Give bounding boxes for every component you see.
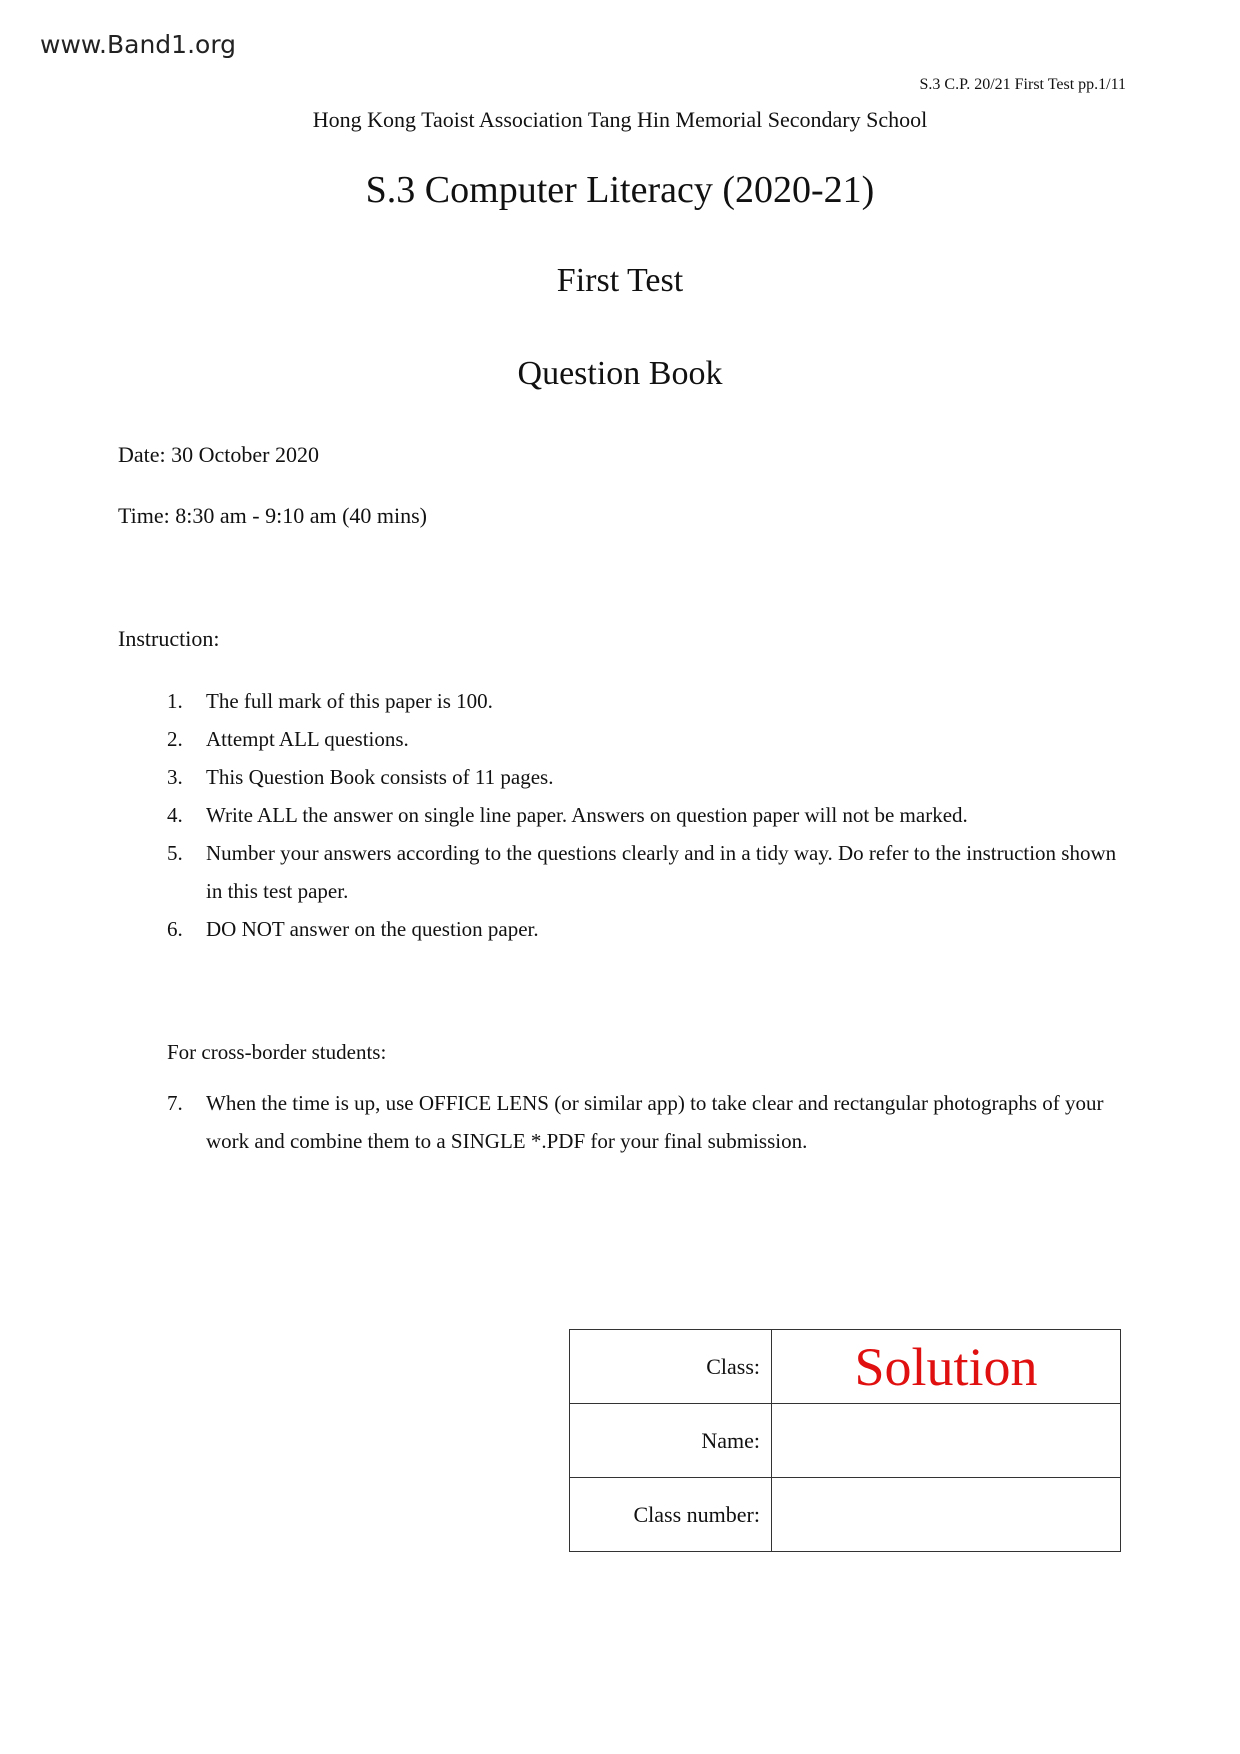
book-name: Question Book xyxy=(517,355,723,392)
class-row xyxy=(570,1330,1121,1404)
instruction-number: 4. xyxy=(167,803,183,827)
instruction-number: 6. xyxy=(167,917,183,941)
instruction-number: 3. xyxy=(167,765,183,789)
page-reference: S.3 C.P. 20/21 First Test pp.1/11 xyxy=(919,76,1126,93)
class-value: Solution xyxy=(772,1330,1121,1404)
name-label: Name: xyxy=(570,1404,772,1478)
name-value xyxy=(772,1404,1121,1478)
class-label: Class: xyxy=(570,1330,772,1404)
student-info-box xyxy=(569,1329,1121,1552)
cross-border-heading: For cross-border students: xyxy=(167,1040,387,1064)
instruction-item xyxy=(167,758,1117,796)
instruction-number: 5. xyxy=(167,841,183,865)
instruction-item xyxy=(167,910,1117,948)
instruction-item xyxy=(167,720,1117,758)
instruction-number: 2. xyxy=(167,727,183,751)
class-number-label: Class number: xyxy=(570,1478,772,1552)
instruction-text: Number your answers according to the questions clearly and in a tidy way. Do refer to the instruction shown in this test paper. xyxy=(206,841,1117,903)
class-number-row xyxy=(570,1478,1121,1552)
instruction-number: 7. xyxy=(167,1091,183,1115)
instruction-item xyxy=(167,1084,1117,1160)
instruction-text: This Question Book consists of 11 pages. xyxy=(206,765,554,789)
exam-date: Date: 30 October 2020 xyxy=(118,442,319,467)
watermark: www.Band1.org xyxy=(40,30,237,59)
instruction-text: Attempt ALL questions. xyxy=(206,727,409,751)
instruction-item xyxy=(167,834,1117,910)
instruction-heading: Instruction: xyxy=(118,626,220,651)
instruction-text: Write ALL the answer on single line paper. Answers on question paper will not be marked. xyxy=(206,803,968,827)
name-row xyxy=(570,1404,1121,1478)
exam-time: Time: 8:30 am - 9:10 am (40 mins) xyxy=(118,503,428,528)
class-number-value xyxy=(772,1478,1121,1552)
school-name: Hong Kong Taoist Association Tang Hin Memorial Secondary School xyxy=(312,107,928,132)
instruction-text: The full mark of this paper is 100. xyxy=(206,689,493,713)
paper-title: S.3 Computer Literacy (2020-21) xyxy=(365,169,875,211)
instruction-item xyxy=(167,796,1117,834)
instruction-number: 1. xyxy=(167,689,183,713)
cross-border-instruction-list xyxy=(167,1084,1117,1160)
instruction-list xyxy=(167,682,1117,948)
test-name: First Test xyxy=(556,262,684,299)
instruction-text: When the time is up, use OFFICE LENS (or similar app) to take clear and rectangular photographs of your work and combine them to a SINGLE *.PDF for your final submission. xyxy=(206,1091,1104,1153)
instruction-text: DO NOT answer on the question paper. xyxy=(206,917,539,941)
instruction-item xyxy=(167,682,1117,720)
